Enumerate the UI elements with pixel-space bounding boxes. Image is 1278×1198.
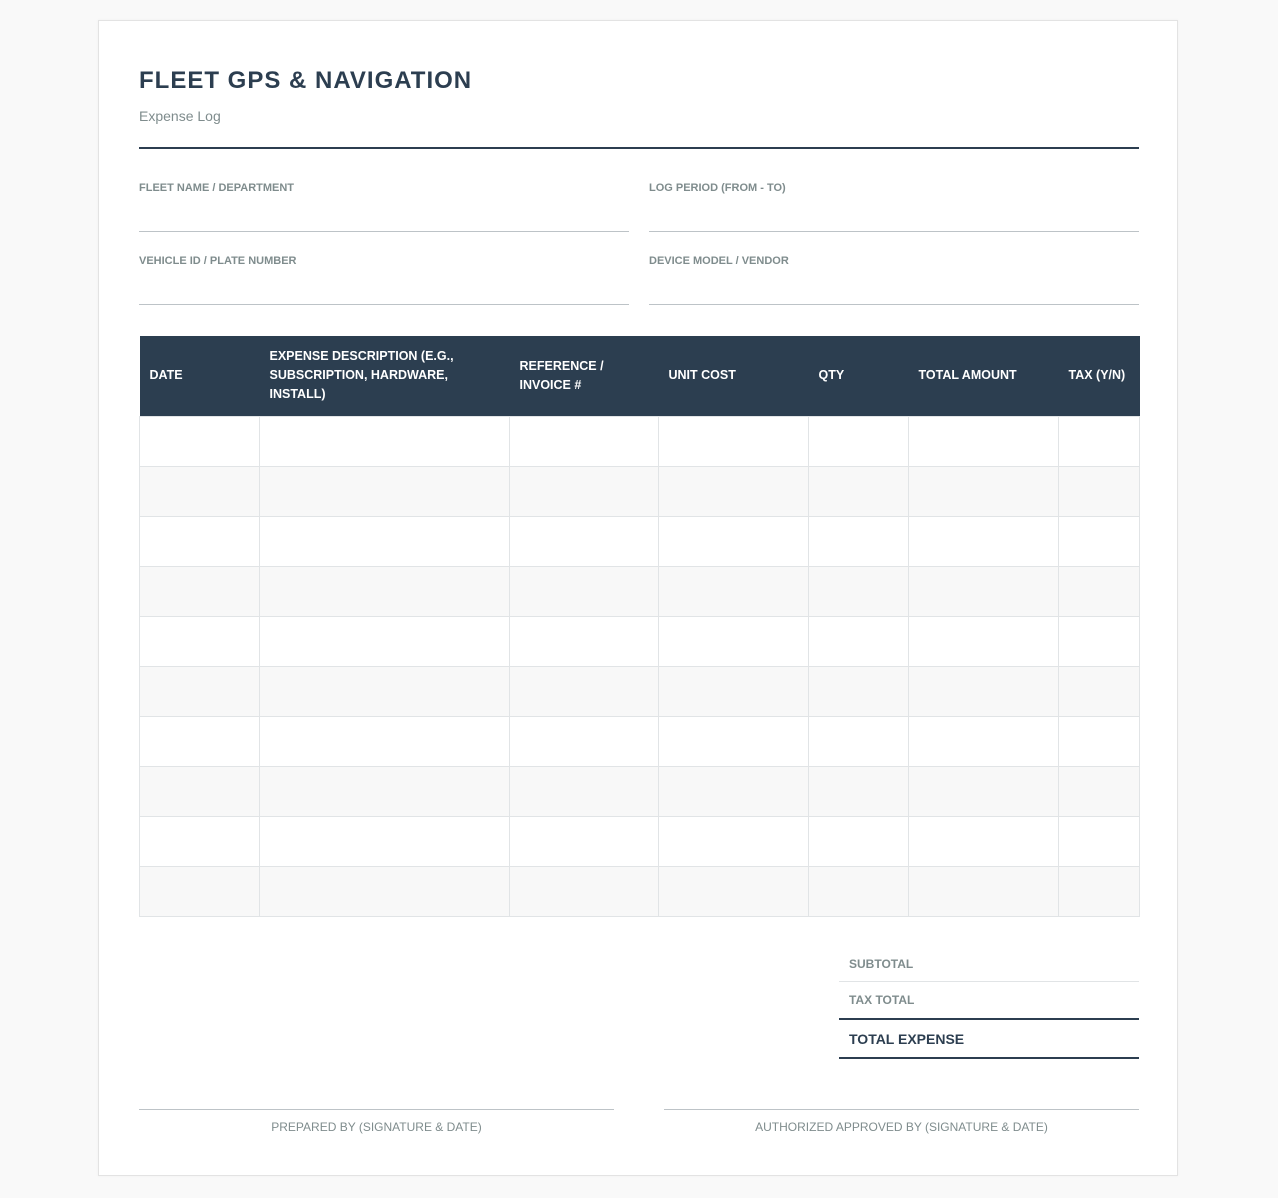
total-amount-cell[interactable] bbox=[909, 566, 1059, 616]
tax-cell[interactable] bbox=[1059, 566, 1140, 616]
qty-cell[interactable] bbox=[809, 616, 909, 666]
prepared-by-signature[interactable] bbox=[139, 1109, 614, 1134]
log-period-line bbox=[649, 231, 1139, 232]
reference-cell[interactable] bbox=[510, 716, 659, 766]
unit-cost-cell[interactable] bbox=[659, 566, 809, 616]
description-cell[interactable] bbox=[260, 416, 510, 466]
reference-cell[interactable] bbox=[510, 466, 659, 516]
tax-cell[interactable] bbox=[1059, 766, 1140, 816]
reference-cell[interactable] bbox=[510, 666, 659, 716]
description-cell[interactable] bbox=[260, 566, 510, 616]
reference-cell[interactable] bbox=[510, 566, 659, 616]
qty-cell[interactable] bbox=[809, 666, 909, 716]
column-header-tax: TAX (Y/N) bbox=[1059, 336, 1140, 416]
total-expense-label: TOTAL EXPENSE bbox=[849, 1031, 965, 1047]
reference-cell[interactable] bbox=[510, 866, 659, 916]
table-row bbox=[140, 666, 1140, 716]
unit-cost-cell[interactable] bbox=[659, 416, 809, 466]
expense-table bbox=[139, 336, 1140, 917]
table-row bbox=[140, 866, 1140, 916]
table-row bbox=[140, 566, 1140, 616]
unit-cost-cell[interactable] bbox=[659, 716, 809, 766]
expense-table-body bbox=[140, 416, 1140, 916]
tax-cell[interactable] bbox=[1059, 466, 1140, 516]
tax-cell[interactable] bbox=[1059, 866, 1140, 916]
subtotal-row[interactable] bbox=[839, 946, 1139, 982]
vehicle-id-field[interactable] bbox=[139, 255, 629, 267]
table-row bbox=[140, 766, 1140, 816]
qty-cell[interactable] bbox=[809, 766, 909, 816]
total-amount-cell[interactable] bbox=[909, 666, 1059, 716]
total-amount-cell[interactable] bbox=[909, 716, 1059, 766]
table-header-row bbox=[140, 336, 1140, 416]
total-amount-cell[interactable] bbox=[909, 766, 1059, 816]
vehicle-id-line bbox=[139, 304, 629, 305]
fleet-name-field[interactable] bbox=[139, 182, 629, 194]
unit-cost-cell[interactable] bbox=[659, 516, 809, 566]
reference-cell[interactable] bbox=[510, 516, 659, 566]
date-cell[interactable] bbox=[140, 466, 260, 516]
column-header-qty: QTY bbox=[809, 336, 909, 416]
reference-cell[interactable] bbox=[510, 616, 659, 666]
description-cell[interactable] bbox=[260, 516, 510, 566]
column-header-date: DATE bbox=[140, 336, 260, 416]
date-cell[interactable] bbox=[140, 516, 260, 566]
reference-cell[interactable] bbox=[510, 766, 659, 816]
page-subtitle: Expense Log bbox=[139, 108, 221, 124]
unit-cost-cell[interactable] bbox=[659, 866, 809, 916]
tax-total-row[interactable] bbox=[839, 982, 1139, 1018]
total-amount-cell[interactable] bbox=[909, 466, 1059, 516]
expense-log-sheet bbox=[98, 20, 1178, 1176]
table-row bbox=[140, 466, 1140, 516]
column-header-reference: REFERENCE / INVOICE # bbox=[510, 336, 659, 416]
table-row bbox=[140, 816, 1140, 866]
column-header-unit-cost: UNIT COST bbox=[659, 336, 809, 416]
vehicle-id-label: VEHICLE ID / PLATE NUMBER bbox=[139, 255, 297, 267]
description-cell[interactable] bbox=[260, 616, 510, 666]
description-cell[interactable] bbox=[260, 766, 510, 816]
total-amount-cell[interactable] bbox=[909, 816, 1059, 866]
qty-cell[interactable] bbox=[809, 716, 909, 766]
date-cell[interactable] bbox=[140, 566, 260, 616]
prepared-by-label: PREPARED BY (SIGNATURE & DATE) bbox=[271, 1120, 482, 1134]
approved-by-signature[interactable] bbox=[664, 1109, 1139, 1134]
total-amount-cell[interactable] bbox=[909, 616, 1059, 666]
subtotal-label: SUBTOTAL bbox=[849, 957, 914, 971]
device-model-line bbox=[649, 304, 1139, 305]
qty-cell[interactable] bbox=[809, 816, 909, 866]
column-header-total-amount: TOTAL AMOUNT bbox=[909, 336, 1059, 416]
description-cell[interactable] bbox=[260, 466, 510, 516]
unit-cost-cell[interactable] bbox=[659, 666, 809, 716]
unit-cost-cell[interactable] bbox=[659, 766, 809, 816]
date-cell[interactable] bbox=[140, 416, 260, 466]
date-cell[interactable] bbox=[140, 666, 260, 716]
page-title: FLEET GPS & NAVIGATION bbox=[139, 67, 473, 94]
date-cell[interactable] bbox=[140, 766, 260, 816]
qty-cell[interactable] bbox=[809, 466, 909, 516]
table-row bbox=[140, 516, 1140, 566]
description-cell[interactable] bbox=[260, 816, 510, 866]
total-amount-cell[interactable] bbox=[909, 516, 1059, 566]
qty-cell[interactable] bbox=[809, 566, 909, 616]
description-cell[interactable] bbox=[260, 866, 510, 916]
tax-cell[interactable] bbox=[1059, 516, 1140, 566]
tax-cell[interactable] bbox=[1059, 416, 1140, 466]
unit-cost-cell[interactable] bbox=[659, 466, 809, 516]
fleet-name-line bbox=[139, 231, 629, 232]
date-cell[interactable] bbox=[140, 816, 260, 866]
date-cell[interactable] bbox=[140, 616, 260, 666]
unit-cost-cell[interactable] bbox=[659, 816, 809, 866]
unit-cost-cell[interactable] bbox=[659, 616, 809, 666]
total-expense-row[interactable] bbox=[839, 1018, 1139, 1059]
totals-block bbox=[839, 946, 1139, 1059]
total-amount-cell[interactable] bbox=[909, 866, 1059, 916]
header-divider bbox=[139, 147, 1139, 149]
qty-cell[interactable] bbox=[809, 416, 909, 466]
reference-cell[interactable] bbox=[510, 416, 659, 466]
tax-cell[interactable] bbox=[1059, 816, 1140, 866]
description-cell[interactable] bbox=[260, 716, 510, 766]
fleet-name-label: FLEET NAME / DEPARTMENT bbox=[139, 182, 295, 194]
device-model-label: DEVICE MODEL / VENDOR bbox=[649, 255, 789, 267]
log-period-label: LOG PERIOD (FROM - TO) bbox=[649, 182, 786, 194]
tax-cell[interactable] bbox=[1059, 616, 1140, 666]
description-cell[interactable] bbox=[260, 666, 510, 716]
tax-cell[interactable] bbox=[1059, 716, 1140, 766]
approved-by-label: AUTHORIZED APPROVED BY (SIGNATURE & DATE) bbox=[755, 1120, 1048, 1134]
qty-cell[interactable] bbox=[809, 866, 909, 916]
date-cell[interactable] bbox=[140, 866, 260, 916]
device-model-field[interactable] bbox=[649, 255, 1139, 267]
tax-cell[interactable] bbox=[1059, 666, 1140, 716]
qty-cell[interactable] bbox=[809, 516, 909, 566]
total-amount-cell[interactable] bbox=[909, 416, 1059, 466]
tax-total-label: TAX TOTAL bbox=[849, 993, 915, 1007]
table-row bbox=[140, 716, 1140, 766]
date-cell[interactable] bbox=[140, 716, 260, 766]
reference-cell[interactable] bbox=[510, 816, 659, 866]
column-header-description: EXPENSE DESCRIPTION (E.G., SUBSCRIPTION, HARDWARE, INSTALL) bbox=[260, 336, 510, 416]
log-period-field[interactable] bbox=[649, 182, 1139, 194]
table-row bbox=[140, 616, 1140, 666]
table-row bbox=[140, 416, 1140, 466]
